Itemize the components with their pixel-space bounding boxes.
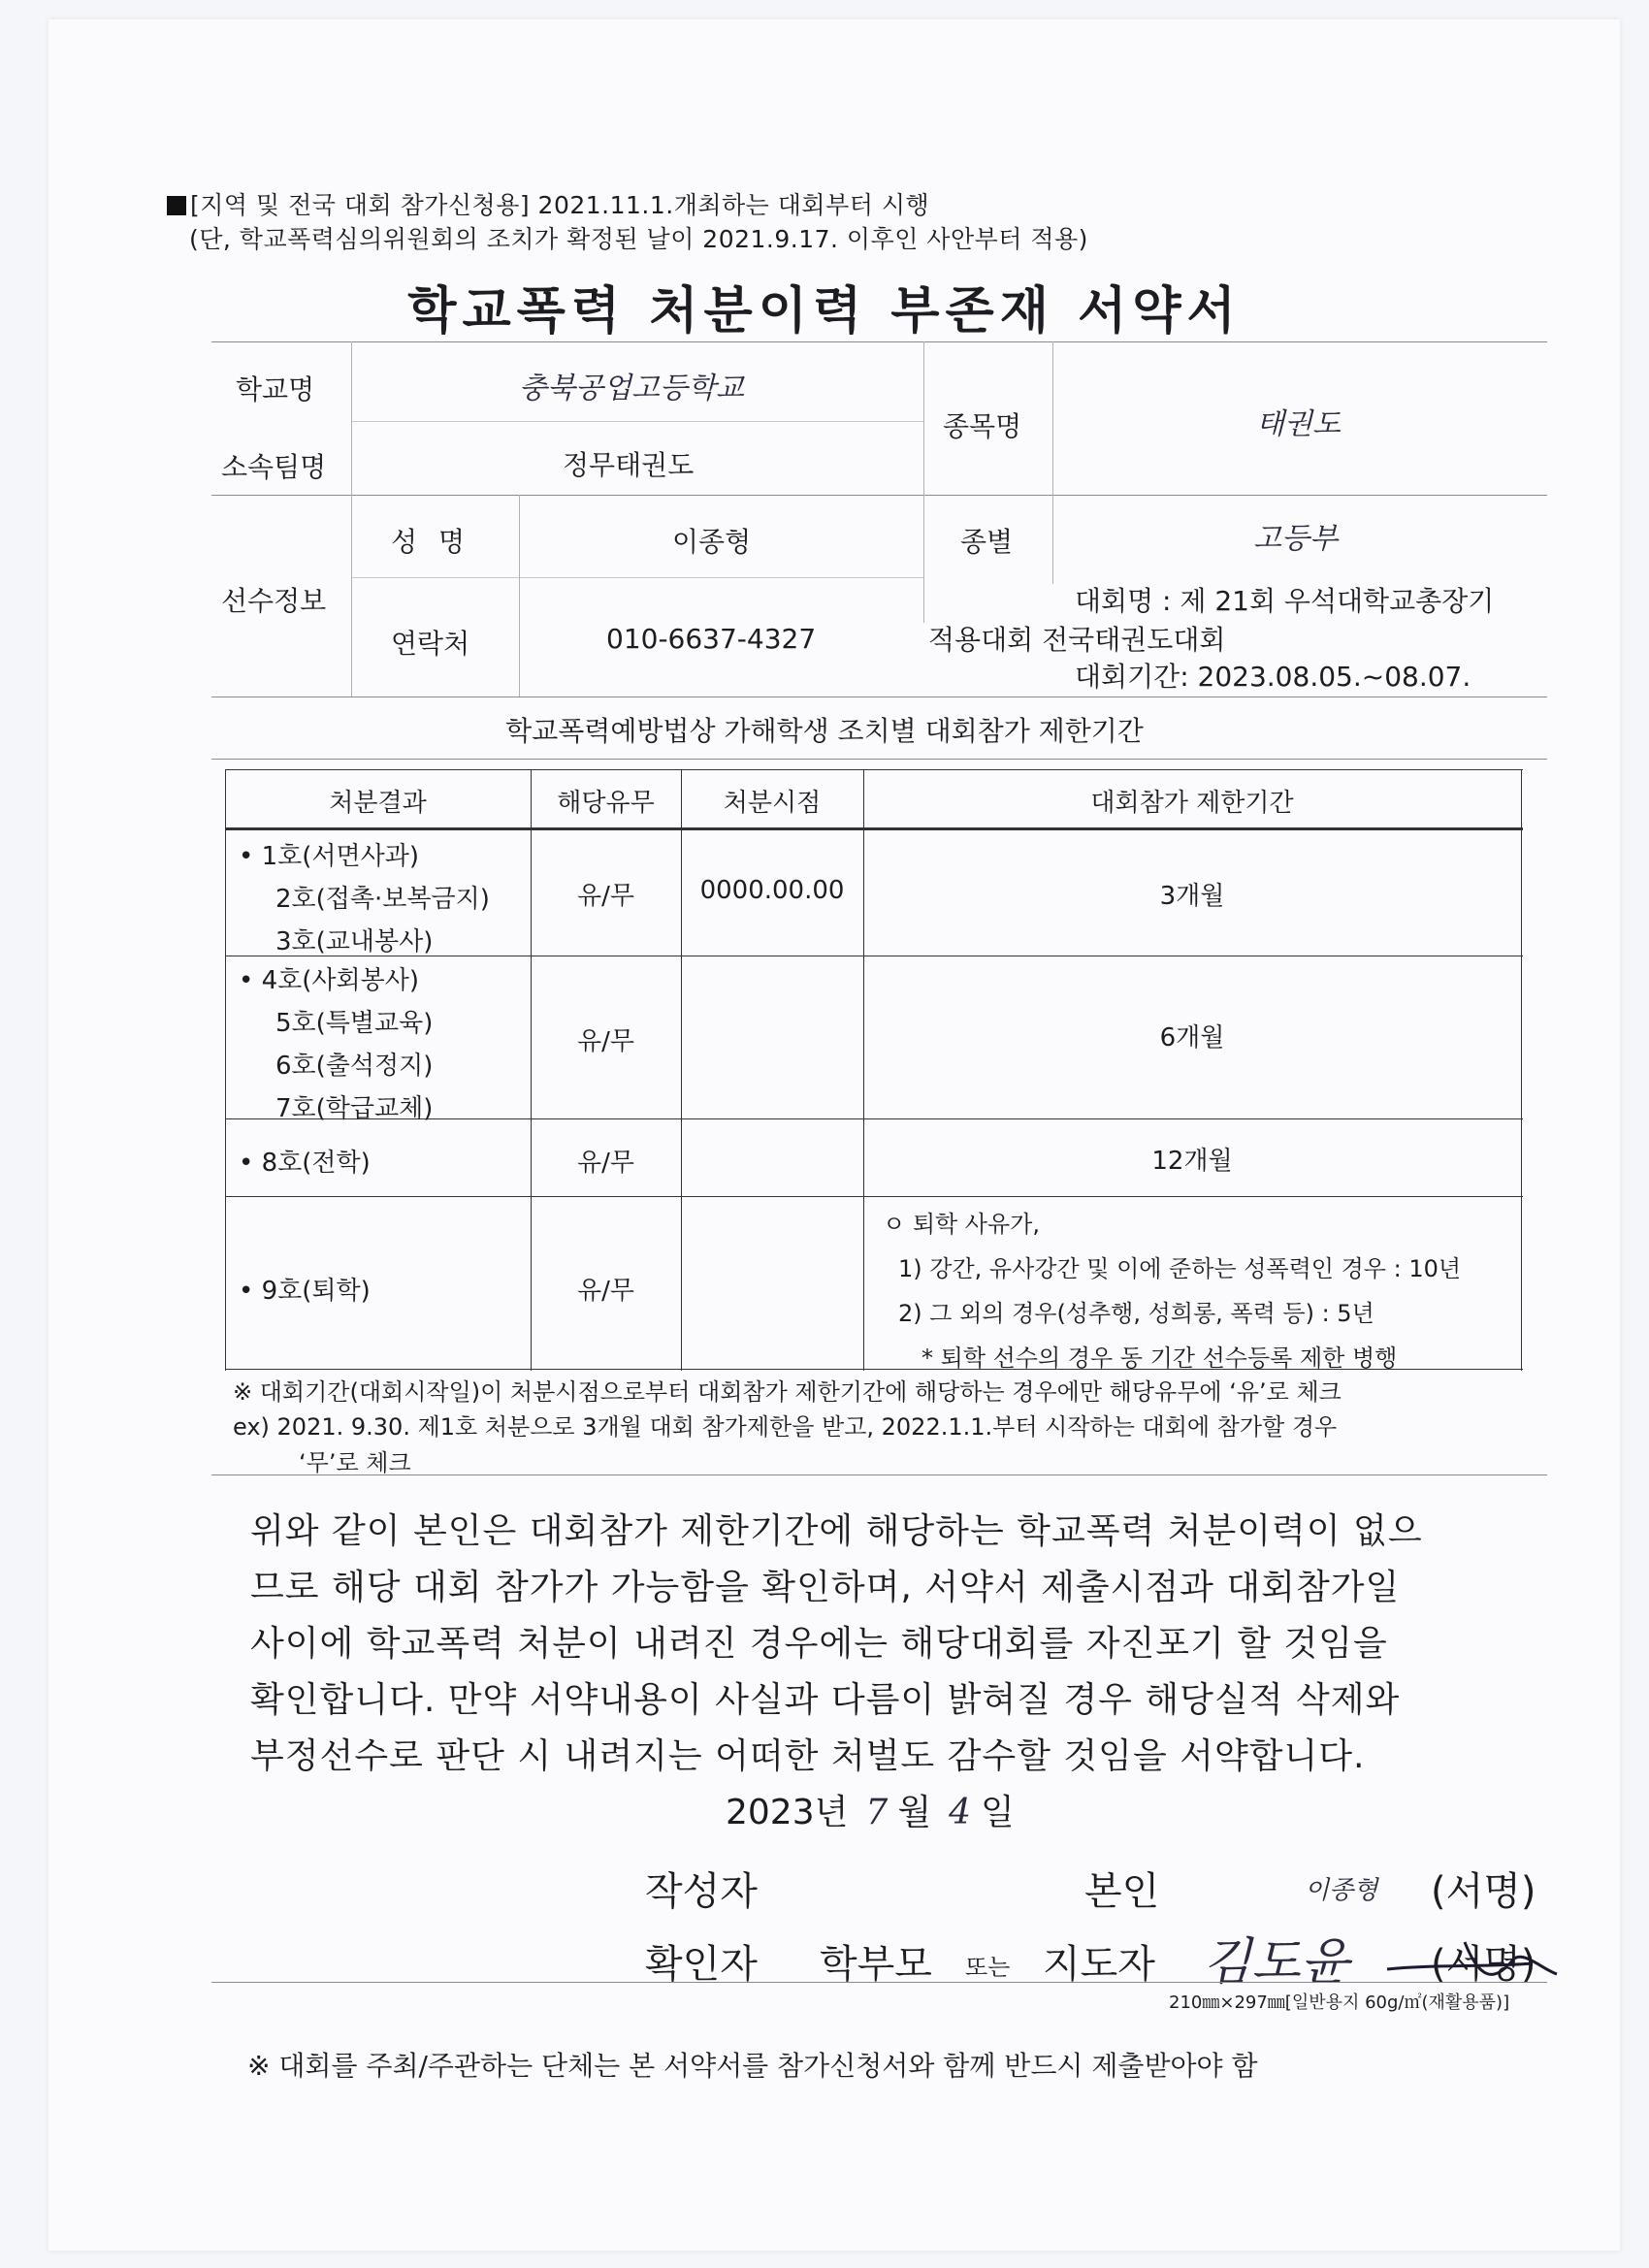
division-label: 종별: [960, 526, 1014, 558]
event-value: 태권도: [1256, 407, 1341, 441]
col-header-result: 처분결과: [329, 789, 427, 818]
team-name-label: 소속팀명: [221, 451, 327, 483]
bullet-dot-icon: •: [239, 842, 262, 871]
bullet-dot-icon: •: [239, 1277, 262, 1306]
col-header-period: 대회참가 제한기간: [1090, 789, 1294, 818]
table-row-2-period: 6개월: [1159, 1023, 1225, 1053]
pledge-line-2: 므로 해당 대회 참가가 가능함을 확인하며, 서약서 제출시점과 대회참가일: [250, 1568, 1401, 1607]
restriction-section-title: 학교폭력예방법상 가해학생 조치별 대회참가 제한기간: [505, 715, 1144, 747]
team-name-value: 정무태권도: [563, 449, 695, 481]
pledge-line-4: 확인합니다. 만약 서약내용이 사실과 다름이 밝혀질 경우 해당실적 삭제와: [250, 1680, 1401, 1720]
signature-date: 2023년 7 월 4 일: [726, 1793, 1015, 1832]
col-header-applicable: 해당유무: [557, 789, 655, 818]
table-row-4-applicable: 유/무: [577, 1277, 634, 1306]
pledge-line-3: 사이에 학교폭력 처분이 내려진 경우에는 해당대회를 자진포기 할 것임을: [250, 1624, 1388, 1664]
contact-label: 연락처: [391, 628, 470, 660]
event-label: 종목명: [943, 410, 1022, 442]
table-row-1-applicable: 유/무: [577, 882, 634, 911]
coach-signature: 김도윤: [1203, 1933, 1349, 1992]
table-row-4-result: • 9호(퇴학): [239, 1277, 371, 1306]
school-name-value: 충북공업고등학교: [519, 372, 744, 405]
bullet-dot-icon: •: [239, 1149, 262, 1178]
bullet-dot-icon: •: [239, 966, 262, 995]
note-example: ex) 2021. 9.30. 제1호 처분으로 3개월 대회 참가제한을 받고, 2022.1.1.부터 시작하는 대회에 참가할 경우: [233, 1413, 1338, 1441]
note-example-cont: ‘무’로 체크: [299, 1449, 411, 1476]
author-sign-mark: (서명): [1431, 1869, 1536, 1914]
note-1: ※ 대회기간(대회시작일)이 처분시점으로부터 대회참가 제한기간에 해당하는 경우에만 해당유무에 ‘유’로 체크: [233, 1378, 1342, 1406]
confirmer-label: 확인자: [645, 1942, 758, 1987]
paper-spec: 210㎜×297㎜[일반용지 60g/㎡(재활용품)]: [1169, 1993, 1510, 2013]
table-row-3-applicable: 유/무: [577, 1149, 634, 1178]
notice-line-2: (단, 학교폭력심의위원회의 조치가 확정된 날이 2021.9.17. 이후인 사안부터 적용): [189, 225, 1088, 253]
coach-label: 지도자: [1043, 1942, 1155, 1987]
table-row-4-period: ㅇ 퇴학 사유가, 1) 강간, 유사강간 및 이에 준하는 성폭력인 경우 : 10년 2) 그 외의 경우(성추행, 성희롱, 폭력 등) : 5년 * 퇴학 선수의 경우 동 기간 선수등록 제한 병행: [883, 1211, 1462, 1372]
document-title: 학교폭력 처분이력 부존재 서약서: [407, 282, 1242, 340]
table-row-2-applicable: 유/무: [577, 1027, 634, 1056]
author-label: 작성자: [645, 1869, 758, 1914]
contact-value: 010-6637-4327: [606, 623, 817, 655]
self-label: 본인: [1084, 1869, 1160, 1914]
table-row-2-result: • 4호(사회봉사) 5호(특별교육) 6호(출석정지) 7호(학급교체): [239, 966, 434, 1123]
author-signed-name: 이종형: [1305, 1876, 1378, 1905]
pledge-line-1: 위와 같이 본인은 대회참가 제한기간에 해당하는 학교폭력 처분이력이 없으: [250, 1511, 1423, 1551]
table-row-3-result: • 8호(전학): [239, 1149, 371, 1178]
division-value: 고등부: [1253, 522, 1338, 556]
pledge-line-5: 부정선수로 판단 시 내려지는 어떠한 처벌도 감수할 것임을 서약합니다.: [250, 1736, 1366, 1776]
footer-note: ※ 대회를 주최/주관하는 단체는 본 서약서를 참가신청서와 함께 반드시 제출받아야 함: [247, 2050, 1258, 2082]
restriction-table: [225, 769, 1523, 1371]
table-row-1-date: 0000.00.00: [699, 876, 845, 905]
parent-label: 학부모: [820, 1942, 932, 1987]
school-name-label: 학교명: [236, 373, 315, 405]
table-row-1-result: • 1호(서면사과) 2호(접촉·보복금지) 3호(교내봉사): [239, 842, 490, 956]
competition-period: 대회기간: 2023.08.05.~08.07.: [1075, 661, 1471, 693]
player-name-label: 성명: [391, 526, 487, 558]
player-info-label: 선수정보: [221, 585, 327, 617]
competition-name-line: 대회명 : 제 21회 우석대학교총장기: [1075, 585, 1495, 617]
table-row-3-period: 12개월: [1151, 1147, 1233, 1176]
or-label: 또는: [965, 1954, 1011, 1981]
competition-name-line-2: 적용대회 전국태권도대회: [928, 624, 1226, 656]
notice-line-1: [지역 및 전국 대회 참가신청용] 2021.11.1.개최하는 대회부터 시행: [167, 190, 929, 221]
player-name-value: 이종형: [672, 526, 752, 558]
bullet-square-icon: [167, 196, 186, 215]
confirmer-sign-mark: (서명): [1431, 1942, 1536, 1987]
table-row-1-period: 3개월: [1159, 882, 1225, 911]
col-header-date: 처분시점: [723, 789, 822, 818]
